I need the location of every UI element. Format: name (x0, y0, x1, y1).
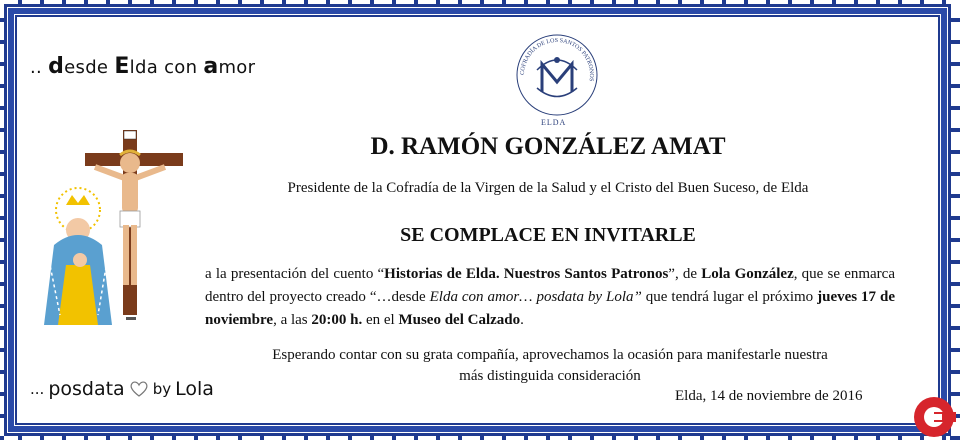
invitation-body (205, 263, 895, 332)
body-a: a la presentación del cuento “ (205, 266, 385, 282)
seal-ring-text: COFRADÍA DE LOS SANTOS PATRONOS (519, 37, 595, 82)
posdata-prefix: ... (30, 380, 45, 398)
tile-border-right (950, 0, 960, 440)
project-name: Elda con amor… posdata by Lola” (429, 289, 642, 305)
heart-outline-icon (129, 380, 149, 398)
cofradia-seal-icon (512, 30, 602, 120)
invite-heading: SE COMPLACE EN INVITARLE (400, 224, 696, 246)
corner-logo-icon (908, 392, 958, 438)
closing-paragraph (205, 345, 895, 387)
seal-label: ELDA (541, 118, 567, 127)
invitee-host-name: D. RAMÓN GONZÁLEZ AMAT (370, 133, 726, 160)
body-g: . (520, 312, 524, 328)
posdata-lola: Lola (175, 378, 214, 400)
slogan-mor: mor (218, 57, 256, 78)
closing-line-1: Esperando contar con su grata compañía, aprovechamos la ocasión para manifestarle nuestra (272, 347, 828, 363)
slogan-E: E (114, 54, 130, 79)
slogan-con: con (164, 57, 204, 78)
event-time: 20:00 h. (311, 312, 363, 328)
host-role: Presidente de la Cofradía de la Virgen de la Salud y el Cristo del Buen Suceso, de Elda (287, 180, 809, 196)
slogan (30, 54, 255, 79)
slogan-esde: esde (64, 57, 115, 78)
closing-line-2: más distinguida consideración (459, 368, 641, 384)
signing-date: Elda, 14 de noviembre de 2016 (675, 388, 863, 404)
posdata-word: posdata (48, 378, 125, 400)
body-c: , que se enmarca dentro del proyecto creado “…desde (205, 266, 895, 305)
author-name: Lola González (701, 266, 794, 282)
body-d: que tendrá lugar el próximo (641, 289, 818, 305)
body-b: ”, de (668, 266, 702, 282)
event-place: Museo del Calzado (398, 312, 521, 328)
posdata-signature (30, 378, 214, 400)
body-f: en el (362, 312, 399, 328)
book-title: Historias de Elda. Nuestros Santos Patronos (384, 266, 669, 282)
slogan-d: d (48, 54, 65, 79)
slogan-lda: lda (129, 57, 165, 78)
event-date: jueves 17 de noviembre (205, 289, 895, 328)
slogan-a: a (203, 54, 219, 79)
tile-border-bottom (0, 436, 960, 440)
posdata-by: by (152, 380, 172, 398)
slogan-dots: .. (30, 57, 43, 78)
body-e: , a las (273, 312, 312, 328)
